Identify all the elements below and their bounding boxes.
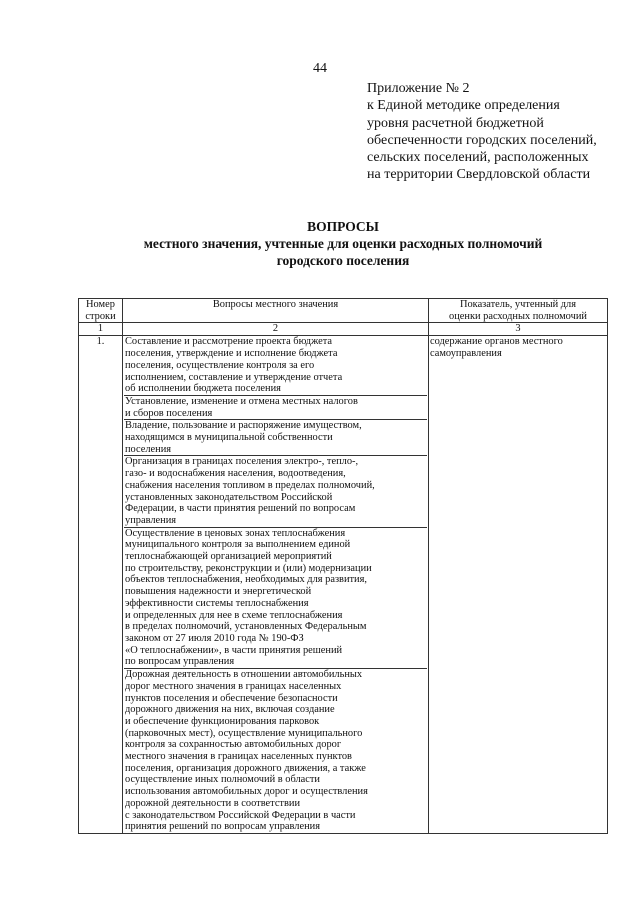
row-number: 1.	[79, 336, 123, 834]
question-line: и обеспечение функционирования парковок	[125, 715, 320, 727]
question-line: по вопросам управления	[125, 656, 235, 668]
header-question: Вопросы местного значения	[123, 299, 429, 323]
question-line: (парковочных мест), осуществление муниципального	[125, 727, 363, 739]
question-line: Владение, пользование и распоряжение имуществом,	[125, 420, 362, 432]
question-line: Организация в границах поселения электро-, тепло-,	[125, 456, 359, 468]
question-line: законом от 27 июля 2010 года № 190-ФЗ	[125, 632, 304, 644]
question-line: принятия решений по вопросам управления	[125, 821, 320, 833]
question-line: «О теплоснабжении», в части принятия решений	[125, 644, 343, 656]
question-line: Федерации, в части принятия решений по вопросам	[125, 503, 356, 515]
question-item	[124, 336, 427, 395]
question-line: и сборов поселения	[125, 407, 213, 419]
header-indicator: Показатель, учтенный для оценки расходных полномочий	[429, 299, 608, 323]
question-line: Осуществление в ценовых зонах теплоснабжения	[125, 527, 346, 539]
question-line: Составление и рассмотрение проекта бюджета	[125, 336, 333, 348]
question-line: и определенных для нее в схеме теплоснабжения	[125, 609, 343, 621]
column-number: 1	[79, 323, 123, 336]
document-title	[0, 218, 640, 269]
appendix-line: на территории Свердловской области	[367, 167, 591, 183]
question-line: теплоснабжающей организацией мероприятий	[125, 551, 332, 563]
question-line: газо- и водоснабжения населения, водоотведения,	[125, 468, 346, 480]
header-row-number: Номер строки	[79, 299, 123, 323]
question-line: об исполнении бюджета поселения	[125, 383, 281, 395]
column-number: 3	[429, 323, 608, 336]
table-header-row	[79, 299, 608, 323]
question-line: поселения, осуществление контроля за его	[125, 359, 315, 371]
question-line: эффективности системы теплоснабжения	[125, 597, 309, 609]
question-line: в пределах полномочий, установленных Федеральным	[125, 621, 367, 633]
page-number: 44	[313, 61, 327, 76]
question-line: повышения надежности и энергетической	[125, 586, 312, 598]
indicator-cell: содержание органов местного самоуправления	[429, 336, 608, 834]
question-line: дорожного движения на них, включая создание	[125, 704, 335, 716]
question-line: снабжения населения топливом в пределах полномочий,	[125, 479, 375, 491]
question-line: установленных законодательством Российской	[125, 491, 333, 503]
question-line: дорог местного значения в границах населенных	[125, 680, 342, 692]
questions-table	[78, 298, 608, 834]
questions-cell	[123, 336, 429, 834]
appendix-line: уровня расчетной бюджетной	[367, 115, 544, 131]
question-line: поселения	[125, 443, 172, 455]
question-line: осуществление иных полномочий в области	[125, 774, 320, 786]
appendix-line: к Единой методике определения	[367, 98, 560, 114]
question-line: местного значения в границах населенных пунктов	[125, 751, 352, 763]
question-item	[124, 455, 427, 526]
question-line: дорожной деятельности в соответствии	[125, 797, 301, 809]
question-item	[124, 419, 427, 455]
appendix-header	[367, 80, 637, 184]
title-line: местного значения, учтенные для оценки расходных полномочий	[143, 236, 543, 251]
question-line: Установление, изменение и отмена местных налогов	[125, 395, 358, 407]
question-line: исполнением, составление и утверждение отчета	[125, 371, 343, 383]
question-line: объектов теплоснабжения, необходимых для развития,	[125, 574, 367, 586]
question-item	[124, 527, 427, 668]
question-line: с законодательством Российской Федерации в части	[125, 809, 356, 821]
appendix-line: сельских поселений, расположенных	[367, 150, 589, 166]
question-item	[124, 668, 427, 833]
question-line: поселения, организация дорожного движения, а также	[125, 762, 366, 774]
question-item	[124, 395, 427, 419]
appendix-line: Приложение № 2	[367, 81, 470, 96]
question-line: управления	[125, 514, 177, 526]
table-row	[79, 336, 608, 834]
question-line: по строительству, реконструкции и (или) модернизации	[125, 562, 372, 574]
question-line: использования автомобильных дорог и осуществления	[125, 786, 368, 798]
question-line: поселения, утверждение и исполнение бюджета	[125, 348, 338, 360]
title-line: ВОПРОСЫ	[307, 219, 379, 234]
title-line: городского поселения	[276, 253, 410, 268]
column-number: 2	[123, 323, 429, 336]
question-line: муниципального контроля за выполнением единой	[125, 539, 351, 551]
question-line: пунктов поселения и обеспечение безопасности	[125, 692, 338, 704]
appendix-line: обеспеченности городских поселений,	[367, 132, 597, 148]
question-line: контроля за сохранностью автомобильных дорог	[125, 739, 342, 751]
question-line: Дорожная деятельность в отношении автомобильных	[125, 669, 363, 681]
question-line: находящимся в муниципальной собственности	[125, 432, 333, 444]
column-number-row	[79, 323, 608, 336]
